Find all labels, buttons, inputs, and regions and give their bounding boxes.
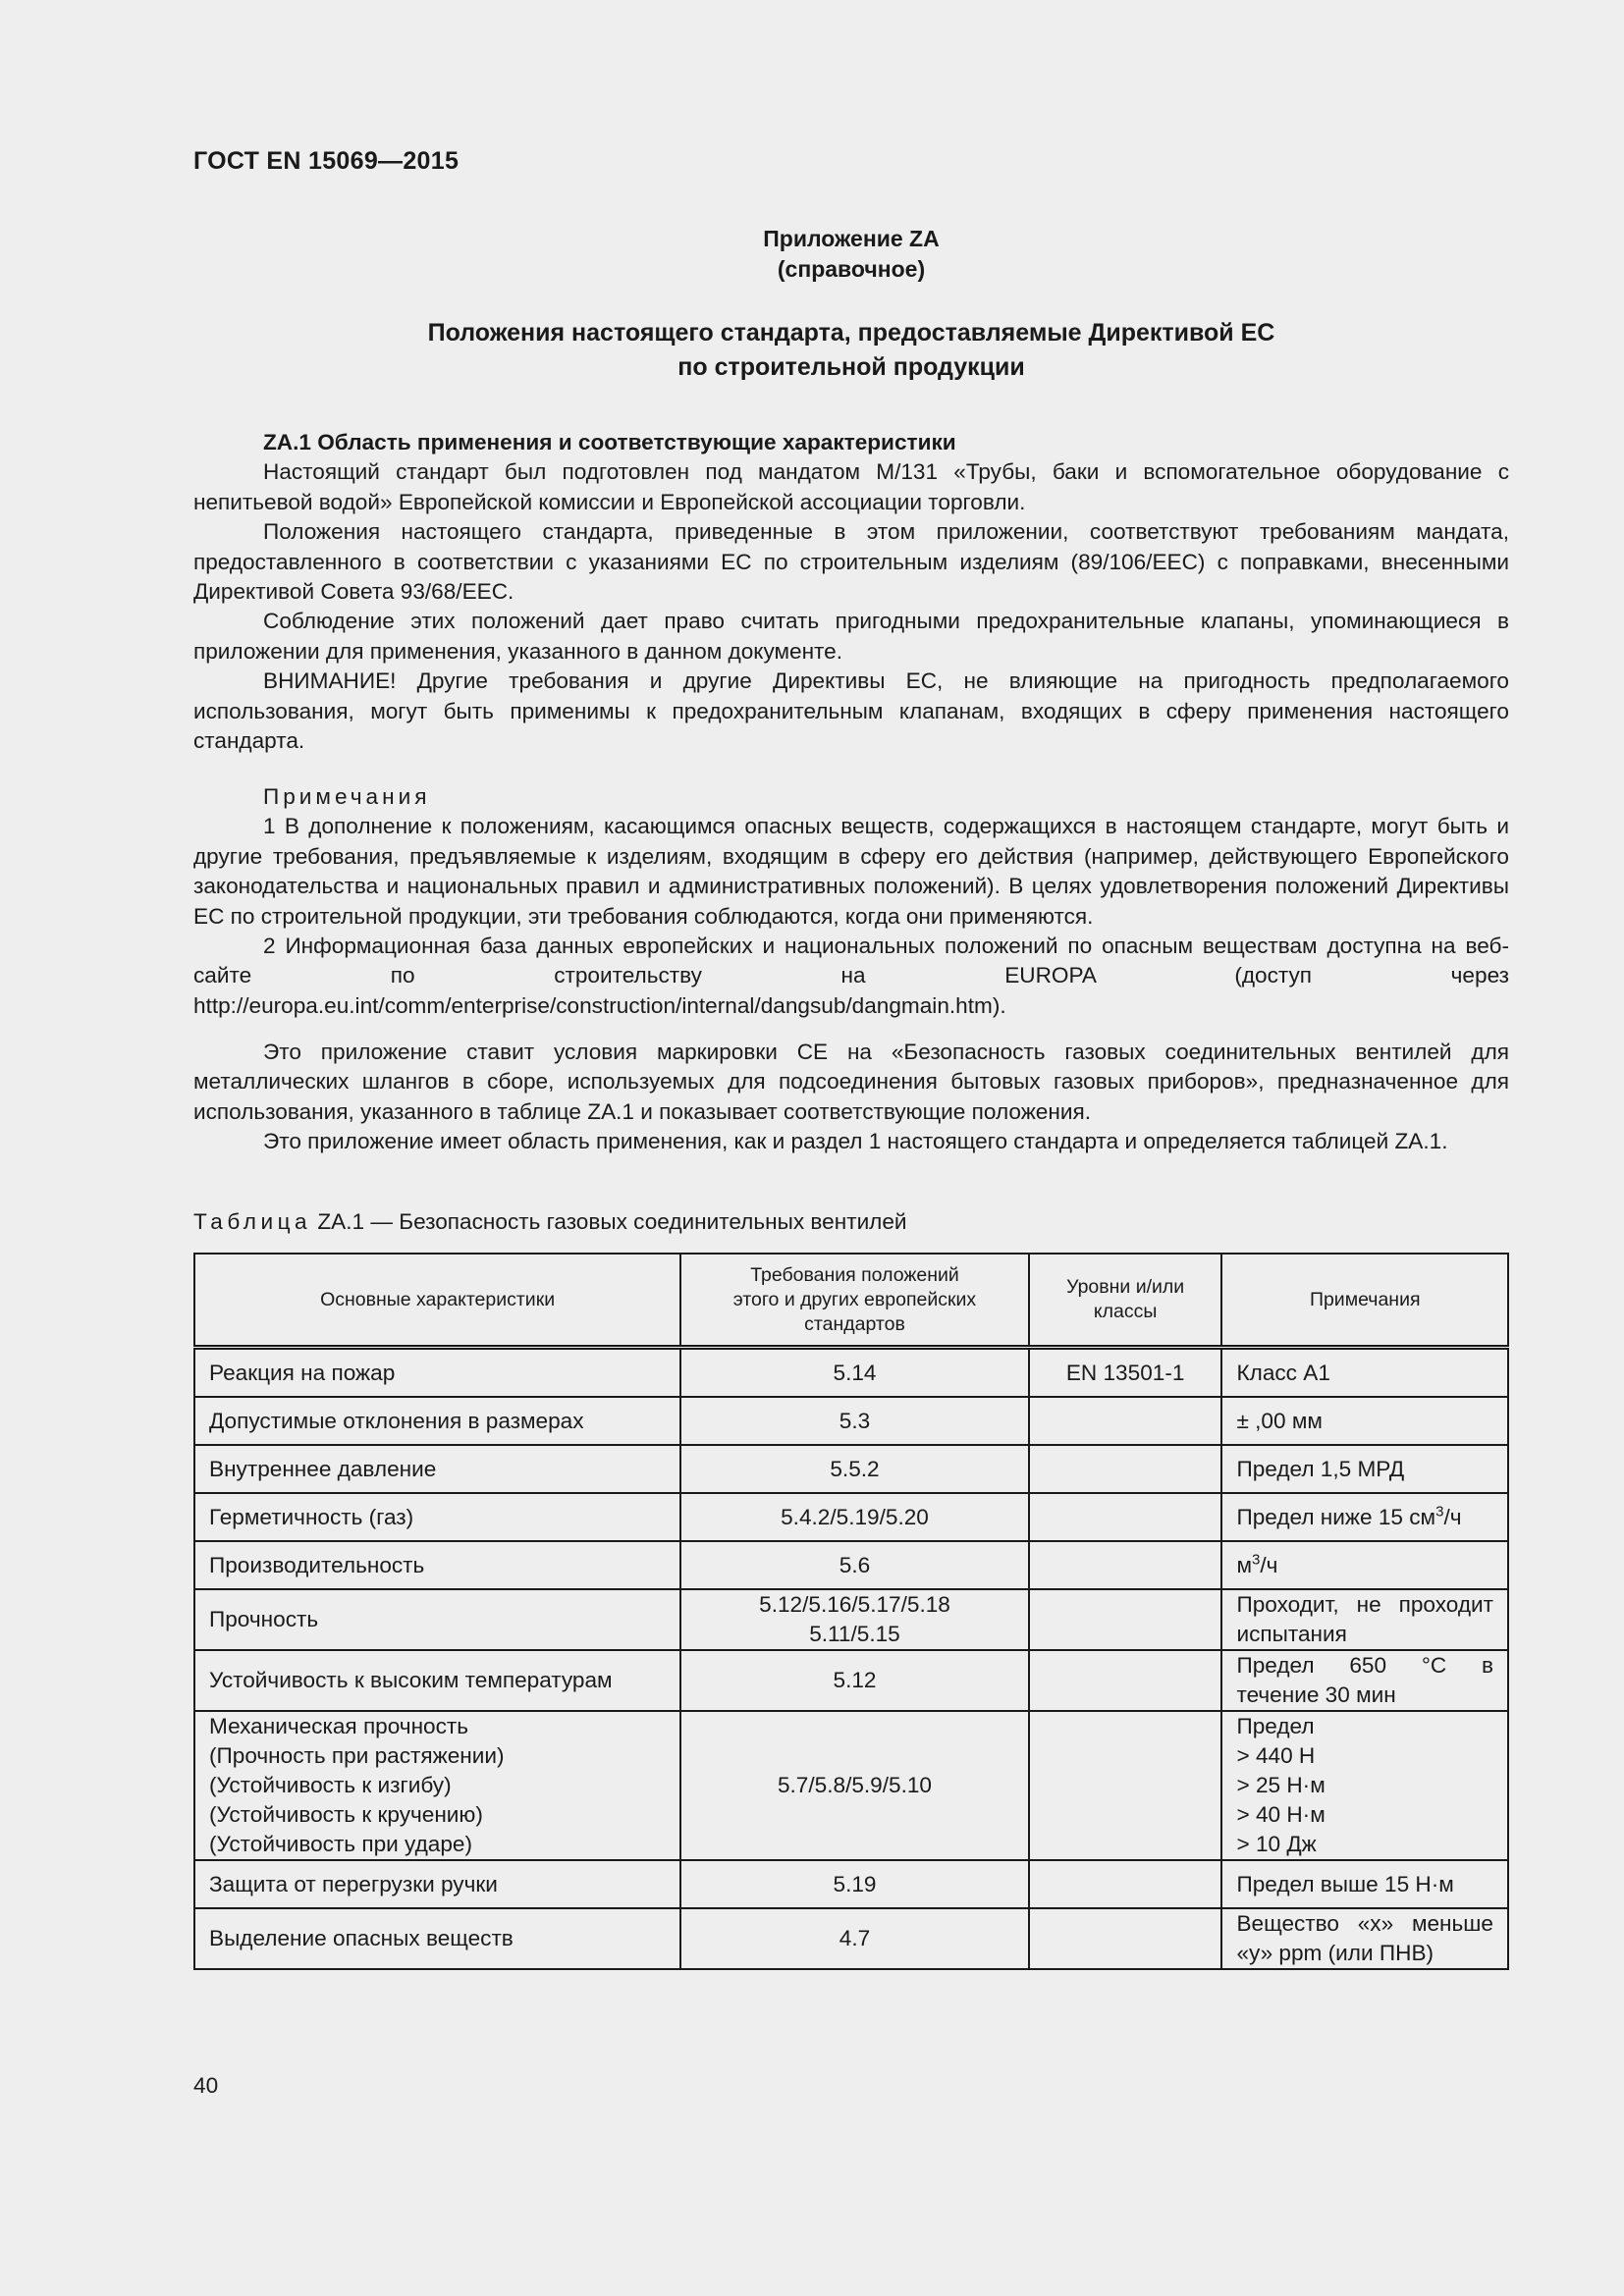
paragraph: Это приложение имеет область применения, как и раздел 1 настоящего стандарта и определяется таблицей ZA.1. [263, 1129, 1448, 1154]
cell-note-text: Класс А1 [1236, 1360, 1330, 1385]
main-title-line1: Положения настоящего стандарта, предоставляемые Директивой ЕС [427, 319, 1275, 347]
col-header-requirements: Требования положений этого и других европейских стандартов [680, 1254, 1029, 1348]
table-row [194, 1589, 1508, 1650]
col-header-notes: Примечания [1221, 1254, 1508, 1348]
cell-note-text: ± ,00 мм [1236, 1408, 1323, 1433]
cell-characteristic [194, 1348, 680, 1398]
superscript: 3 [1252, 1550, 1261, 1568]
cell-level-class [1029, 1493, 1222, 1541]
cell-level-class [1029, 1397, 1222, 1445]
cell-characteristic-text: Допустимые отклонения в размерах [209, 1408, 584, 1433]
paragraph: Положения настоящего стандарта, приведенные в этом приложении, соответствуют требованиям мандата, предоставленного в соответствии с указаниями ЕС по строительным изделиям (89/106/ЕЕС) с поправками, внесенными Директивой Совета 93/68/ЕЕС. [193, 519, 1509, 605]
cell-requirement-text: 5.4.2/5.19/5.20 [781, 1504, 929, 1529]
col-header-levels: Уровни и/или классы [1029, 1254, 1222, 1348]
cell-level-class [1029, 1445, 1222, 1493]
table-row [194, 1860, 1508, 1908]
cell-characteristic [194, 1541, 680, 1589]
cell-note [1221, 1397, 1508, 1445]
cell-note-text: Вещество «х» меньше «у» ppm (или ПНВ) [1236, 1911, 1493, 1965]
cell-characteristic [194, 1397, 680, 1445]
cell-requirement [680, 1650, 1029, 1711]
page-number: 40 [193, 2073, 219, 2098]
cell-requirement [680, 1348, 1029, 1398]
cell-characteristic-text: Выделение опасных веществ [209, 1926, 514, 1950]
document-id: ГОСТ EN 15069—2015 [193, 147, 460, 175]
cell-requirement-text: 5.3 [839, 1408, 871, 1433]
section-za1 [193, 428, 1509, 756]
cell-requirement [680, 1908, 1029, 1969]
cell-note-text: Предел ниже 15 см [1236, 1504, 1436, 1529]
cell-note [1221, 1589, 1508, 1650]
section-heading: ZA.1 Область применения и соответствующие характеристики [263, 430, 956, 454]
cell-note [1221, 1348, 1508, 1398]
paragraph: Соблюдение этих положений дает право считать пригодными предохранительные клапаны, упоминающиеся в приложении для применения, указанного в данном документе. [193, 609, 1509, 664]
cell-level-class [1029, 1541, 1222, 1589]
cell-requirement [680, 1711, 1029, 1860]
table-header-row [194, 1254, 1508, 1348]
cell-characteristic-text: Производительность [209, 1552, 425, 1577]
table-row [194, 1348, 1508, 1398]
cell-note [1221, 1860, 1508, 1908]
table-caption-text: ZA.1 — Безопасность газовых соединительных вентилей [317, 1209, 907, 1234]
cell-note [1221, 1493, 1508, 1541]
superscript: 3 [1435, 1502, 1444, 1520]
cell-level-class [1029, 1711, 1222, 1860]
cell-requirement-text: 5.12/5.16/5.17/5.18 5.11/5.15 [759, 1592, 950, 1646]
cell-characteristic-text: Реакция на пожар [209, 1360, 396, 1385]
table-caption [193, 1209, 907, 1235]
cell-characteristic [194, 1493, 680, 1541]
cell-level-class-text: EN 13501-1 [1065, 1360, 1185, 1385]
paragraph: ВНИМАНИЕ! Другие требования и другие Директивы ЕС, не влияющие на пригодность предполагаемого использования, могут быть применимы к предохранительным клапанам, входящих в сферу применения настоящего стандарта. [193, 668, 1509, 754]
cell-level-class [1029, 1908, 1222, 1969]
cell-characteristic [194, 1589, 680, 1650]
cell-requirement [680, 1541, 1029, 1589]
cell-note [1221, 1650, 1508, 1711]
annex-scope-block [193, 1038, 1509, 1157]
table-caption-label: Таблица [193, 1209, 312, 1234]
annex-title: Приложение ZA [763, 226, 940, 251]
table-row [194, 1493, 1508, 1541]
col-header-characteristics: Основные характеристики [194, 1254, 680, 1348]
note-2: 2 Информационная база данных европейских и национальных положений по опасным веществам доступна на веб-сайте по строительству на EUROPA (доступ через http://europa.eu.int/comm/enterprise/construction/internal/dangsub/dangmain.htm). [193, 934, 1509, 1018]
notes-title: Примечания [263, 784, 431, 809]
cell-characteristic-text: Устойчивость к высоким температурам [209, 1668, 613, 1692]
cell-note-text: Проходит, не проходит испытания [1236, 1592, 1493, 1646]
table-za1 [193, 1253, 1509, 1970]
cell-characteristic [194, 1860, 680, 1908]
cell-requirement-text: 5.14 [833, 1360, 877, 1385]
main-title-line2: по строительной продукции [677, 353, 1025, 381]
cell-characteristic [194, 1650, 680, 1711]
cell-note-text: Предел 650 °С в течение 30 мин [1236, 1653, 1493, 1707]
notes-block [193, 782, 1509, 1021]
cell-level-class [1029, 1589, 1222, 1650]
cell-characteristic-text: Механическая прочность (Прочность при растяжении) (Устойчивость к изгибу) (Устойчивость к кручению) (Устойчивость при ударе) [209, 1714, 505, 1856]
cell-requirement [680, 1493, 1029, 1541]
unit-tail: /ч [1443, 1504, 1462, 1529]
table-row [194, 1541, 1508, 1589]
cell-note [1221, 1541, 1508, 1589]
cell-characteristic [194, 1711, 680, 1860]
cell-note [1221, 1445, 1508, 1493]
cell-note-text: Предел 1,5 МРД [1236, 1456, 1405, 1481]
table-row [194, 1445, 1508, 1493]
cell-characteristic [194, 1445, 680, 1493]
cell-characteristic-text: Внутреннее давление [209, 1456, 437, 1481]
cell-characteristic-text: Защита от перегрузки ручки [209, 1871, 498, 1896]
table-row [194, 1711, 1508, 1860]
annex-status: (справочное) [777, 256, 926, 282]
cell-requirement-text: 5.7/5.8/5.9/5.10 [777, 1773, 932, 1797]
paragraph: Настоящий стандарт был подготовлен под мандатом М/131 «Трубы, баки и вспомогательное оборудование с непитьевой водой» Европейской комиссии и Европейской ассоциации торговли. [193, 459, 1509, 514]
cell-note-text: Предел выше 15 Н·м [1236, 1871, 1454, 1896]
cell-requirement-text: 5.6 [839, 1552, 871, 1577]
cell-requirement-text: 5.19 [833, 1871, 877, 1896]
cell-requirement [680, 1397, 1029, 1445]
cell-requirement-text: 5.5.2 [830, 1456, 880, 1481]
cell-requirement [680, 1589, 1029, 1650]
cell-level-class [1029, 1650, 1222, 1711]
cell-note [1221, 1711, 1508, 1860]
cell-requirement-text: 5.12 [833, 1668, 877, 1692]
cell-characteristic [194, 1908, 680, 1969]
table-row [194, 1397, 1508, 1445]
annex-title-block [193, 224, 1509, 285]
main-title-block [193, 316, 1509, 385]
paragraph: Это приложение ставит условия маркировки СЕ на «Безопасность газовых соединительных вентилей для металлических шлангов в сборе, используемых для подсоединения бытовых газовых приборов», предназначенное для использования, указанного в таблице ZA.1 и показывает соответствующие положения. [193, 1040, 1509, 1124]
table-body [194, 1348, 1508, 1970]
cell-note-text: Предел > 440 Н > 25 Н·м > 40 Н·м > 10 Дж [1236, 1714, 1326, 1856]
cell-level-class [1029, 1348, 1222, 1398]
note-1: 1 В дополнение к положениям, касающимся опасных веществ, содержащихся в настоящем стандарте, могут быть и другие требования, предъявляемые к изделиям, входящим в сферу его действия (например, действующего Европейского законодательства и национальных правил и административных положений). В целях удовлетворения положений Директивы ЕС по строительной продукции, эти требования соблюдаются, когда они применяются. [193, 814, 1509, 929]
table-row [194, 1650, 1508, 1711]
cell-requirement [680, 1860, 1029, 1908]
table-row [194, 1908, 1508, 1969]
cell-characteristic-text: Прочность [209, 1607, 319, 1631]
cell-note-text: м [1236, 1552, 1253, 1577]
cell-requirement-text: 4.7 [839, 1926, 871, 1950]
cell-level-class [1029, 1860, 1222, 1908]
unit-tail: /ч [1260, 1552, 1278, 1577]
cell-characteristic-text: Герметичность (газ) [209, 1504, 414, 1529]
cell-requirement [680, 1445, 1029, 1493]
cell-note [1221, 1908, 1508, 1969]
